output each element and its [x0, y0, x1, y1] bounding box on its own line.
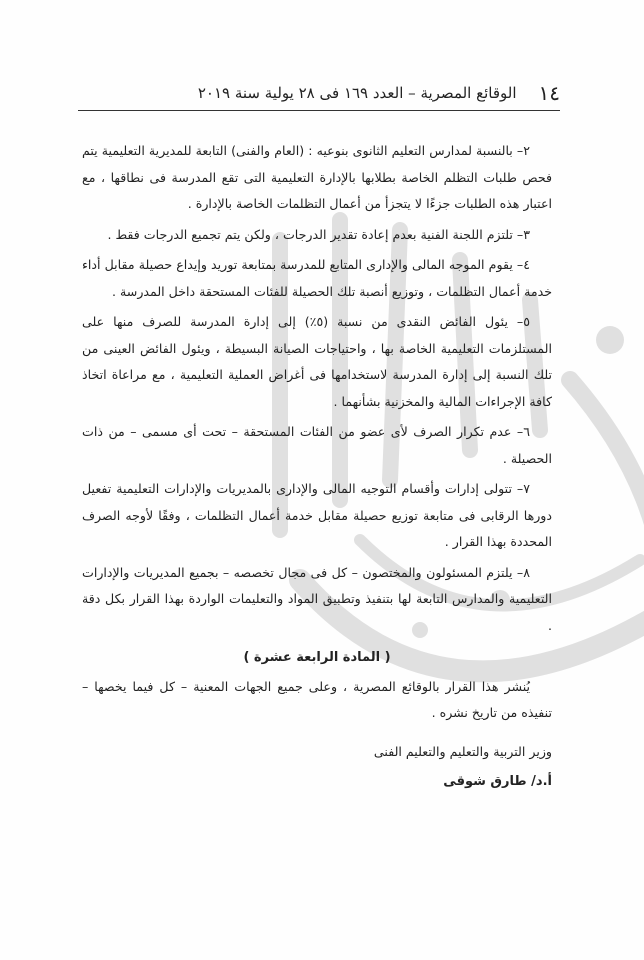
signatory-title: وزير التربية والتعليم والتعليم الفنى: [373, 743, 552, 759]
document-body: [82, 138, 552, 850]
signature-block: [82, 739, 552, 796]
clause-3: ٣– تلتزم اللجنة الفنية بعدم إعادة تقدير الدرجات ، ولكن يتم تجميع الدرجات فقط .: [107, 226, 530, 242]
clause-8: ٨– يلتزم المسئولون والمختصون – كل فى مجال تخصصه – بجميع المديريات والإدارات التعليمية والمدارس التابعة لها بتنفيذ وتطبيق المواد والتعليمات الواردة بهذا القرار بكل دقة .: [82, 564, 552, 633]
signatory-name: أ.د/ طارق شوقى: [443, 774, 552, 789]
article-text: يُنشر هذا القرار بالوقائع المصرية ، وعلى جميع الجهات المعنية – كل فيما يخصها – تنفيذه من تاريخ نشره .: [82, 678, 552, 720]
clause-7: ٧– تتولى إدارات وأقسام التوجيه المالى والإدارى بالمديريات والإدارات التعليمية تفعيل دورها الرقابى فى متابعة توزيع حصيلة مقابل خدمة أعمال التظلمات ، وفقًا لأوجه الصرف المحددة بهذا القرار .: [82, 481, 552, 549]
running-title: الوقائع المصرية – العدد ١٦٩ فى ٢٨ يولية سنة ٢٠١٩: [197, 84, 517, 102]
clause-5: ٥– يئول الفائض النقدى من نسبة (٥٪) إلى إدارة المدرسة للصرف منها على المستلزمات التعليمية الخاصة بها ، واحتياجات الصيانة البسيطة ، ويئول الفائض العينى من تلك النسبة إلى إدارة المدرسة لاستخدامها فى أغراض العملية التعليمية ، مع مراعاة اتخاذ كافة الإجراءات المالية والمخزنية بشأنهما .: [82, 314, 552, 409]
article-heading: ( المادة الرابعة عشرة ): [243, 650, 391, 665]
page-header: [78, 76, 560, 111]
clause-4: ٤– يقوم الموجه المالى والإدارى المتابع للمدرسة بمتابعة توريد وإيداع حصيلة مقابل أداء خدمة أعمال التظلمات ، وتوزيع أنصبة تلك الحصيلة للفئات المستحقة داخل المدرسة .: [82, 257, 552, 299]
clause-2: ٢– بالنسبة لمدارس التعليم الثانوى بنوعيه : (العام والفنى) التابعة للمديرية التعليمية يتم فحص طلبات التظلم الخاصة بطلابها بالإدارة التعليمية التى تقع المدرسة فى نطاقها ، مع اعتبار هذه الطلبات جزءًا لا يتجزأ من أعمال التظلمات الخاصة بالإدارة .: [82, 143, 552, 211]
page-number: ١٤: [538, 81, 560, 105]
clause-6: ٦– عدم تكرار الصرف لأى عضو من الفئات المستحقة – تحت أى مسمى – من ذات الحصيلة .: [82, 424, 552, 466]
